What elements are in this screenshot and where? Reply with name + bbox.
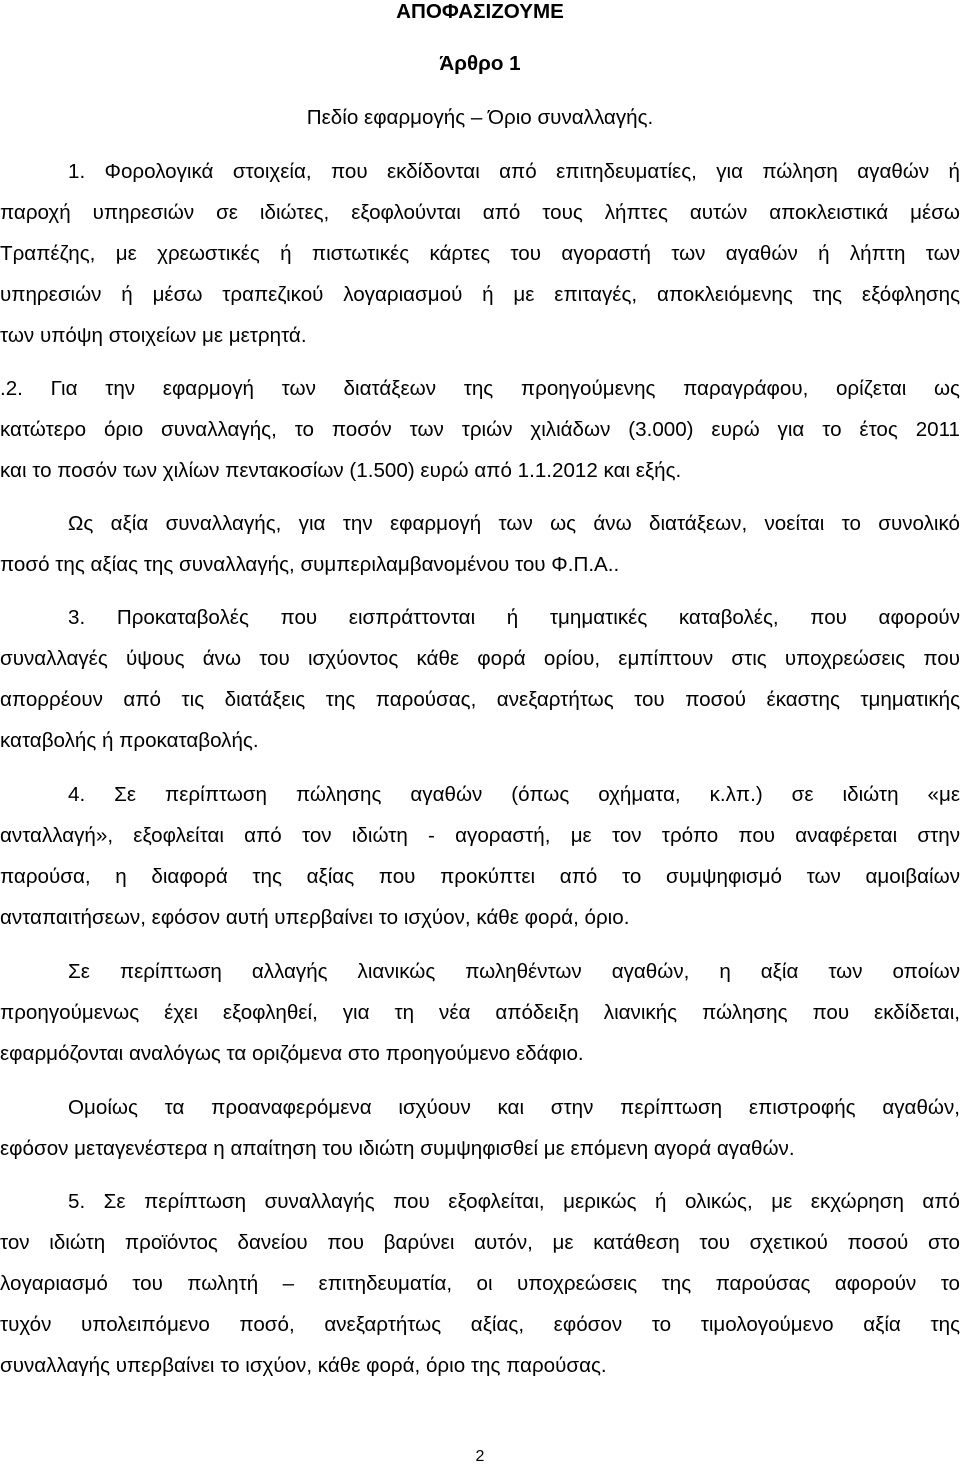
paragraph-2b-line: ποσό της αξίας της συναλλαγής, συμπεριλαμβανομένου του Φ.Π.Α.. [0,553,620,576]
paragraph-3-line: καταβολής ή προκαταβολής. [0,729,259,752]
paragraph-5-line: λογαριασμό του πωλητή – επιτηδευματία, οι υποχρεώσεις της παρούσας αφορούν το [0,1272,960,1295]
paragraph-4-line: ανταλλαγή», εξοφλείται από τον ιδιώτη - αγοραστή, με τον τρόπο που αναφέρεται στην [0,824,960,847]
paragraph-2-line: .2. Για την εφαρμογή των διατάξεων της προηγούμενης παραγράφου, ορίζεται ως [0,377,960,400]
paragraph-5-line: 5. Σε περίπτωση συναλλαγής που εξοφλείται, μερικώς ή ολικώς, με εκχώρηση από [68,1190,960,1213]
paragraph-3-line: συναλλαγές ύψους άνω του ισχύοντος κάθε φορά ορίου, εμπίπτουν στις υποχρεώσεις που [0,647,960,670]
paragraph-1-line: 1. Φορολογικά στοιχεία, που εκδίδονται από επιτηδευματίες, για πώληση αγαθών ή [68,160,960,183]
paragraph-4c-line: Ομοίως τα προαναφερόμενα ισχύουν και στην περίπτωση επιστροφής αγαθών, [68,1096,960,1119]
paragraph-4b-line: εφαρμόζονται αναλόγως τα οριζόμενα στο προηγούμενο εδάφιο. [0,1042,584,1065]
paragraph-1-line: παροχή υπηρεσιών σε ιδιώτες, εξοφλούνται από τους λήπτες αυτών αποκλειστικά μέσω [0,201,960,224]
document-title: ΑΠΟΦΑΣΙΖΟΥΜΕ [396,0,564,23]
paragraph-1-line: Τραπέζης, με χρεωστικές ή πιστωτικές κάρτες του αγοραστή των αγαθών ή λήπτη των [0,242,960,265]
paragraph-4-line: παρούσα, η διαφορά της αξίας που προκύπτει από το συμψηφισμό των αμοιβαίων [0,865,960,888]
article-heading: Άρθρο 1 [439,52,521,75]
paragraph-2b-line: Ως αξία συναλλαγής, για την εφαρμογή των ως άνω διατάξεων, νοείται το συνολικό [68,512,960,535]
paragraph-1-line: υπηρεσιών ή μέσω τραπεζικού λογαριασμού ή με επιταγές, αποκλειόμενης της εξόφλησης [0,283,960,306]
paragraph-5-line: συναλλαγής υπερβαίνει το ισχύον, κάθε φορά, όριο της παρούσας. [0,1354,607,1377]
paragraph-5-line: τυχόν υπολειπόμενο ποσό, ανεξαρτήτως αξίας, εφόσον το τιμολογούμενο αξία της [0,1313,960,1336]
paragraph-4c-line: εφόσον μεταγενέστερα η απαίτηση του ιδιώτη συμψηφισθεί με επόμενη αγορά αγαθών. [0,1137,795,1160]
paragraph-4-line: 4. Σε περίπτωση πώλησης αγαθών (όπως οχήματα, κ.λπ.) σε ιδιώτη «με [68,783,960,806]
page-number: 2 [475,1448,485,1465]
paragraph-2-line: κατώτερο όριο συναλλαγής, το ποσόν των τριών χιλιάδων (3.000) ευρώ για το έτος 2011 [0,418,960,441]
paragraph-4-line: ανταπαιτήσεων, εφόσον αυτή υπερβαίνει το ισχύον, κάθε φορά, όριο. [0,906,630,929]
paragraph-4b-line: προηγούμενως έχει εξοφληθεί, για τη νέα απόδειξη λιανικής πώλησης που εκδίδεται, [0,1001,960,1024]
paragraph-4b-line: Σε περίπτωση αλλαγής λιανικώς πωληθέντων αγαθών, η αξία των οποίων [68,960,960,983]
article-subtitle: Πεδίο εφαρμογής – Όριο συναλλαγής. [306,106,654,129]
paragraph-3-line: απορρέουν από τις διατάξεις της παρούσας, ανεξαρτήτως του ποσού έκαστης τμηματικής [0,688,960,711]
paragraph-2-line: και το ποσόν των χιλίων πεντακοσίων (1.500) ευρώ από 1.1.2012 και εξής. [0,459,682,482]
paragraph-3-line: 3. Προκαταβολές που εισπράττονται ή τμηματικές καταβολές, που αφορούν [68,606,960,629]
paragraph-1-line: των υπόψη στοιχείων με μετρητά. [0,324,307,347]
paragraph-5-line: τον ιδιώτη προϊόντος δανείου που βαρύνει αυτόν, με κατάθεση του σχετικού ποσού στο [0,1231,960,1254]
